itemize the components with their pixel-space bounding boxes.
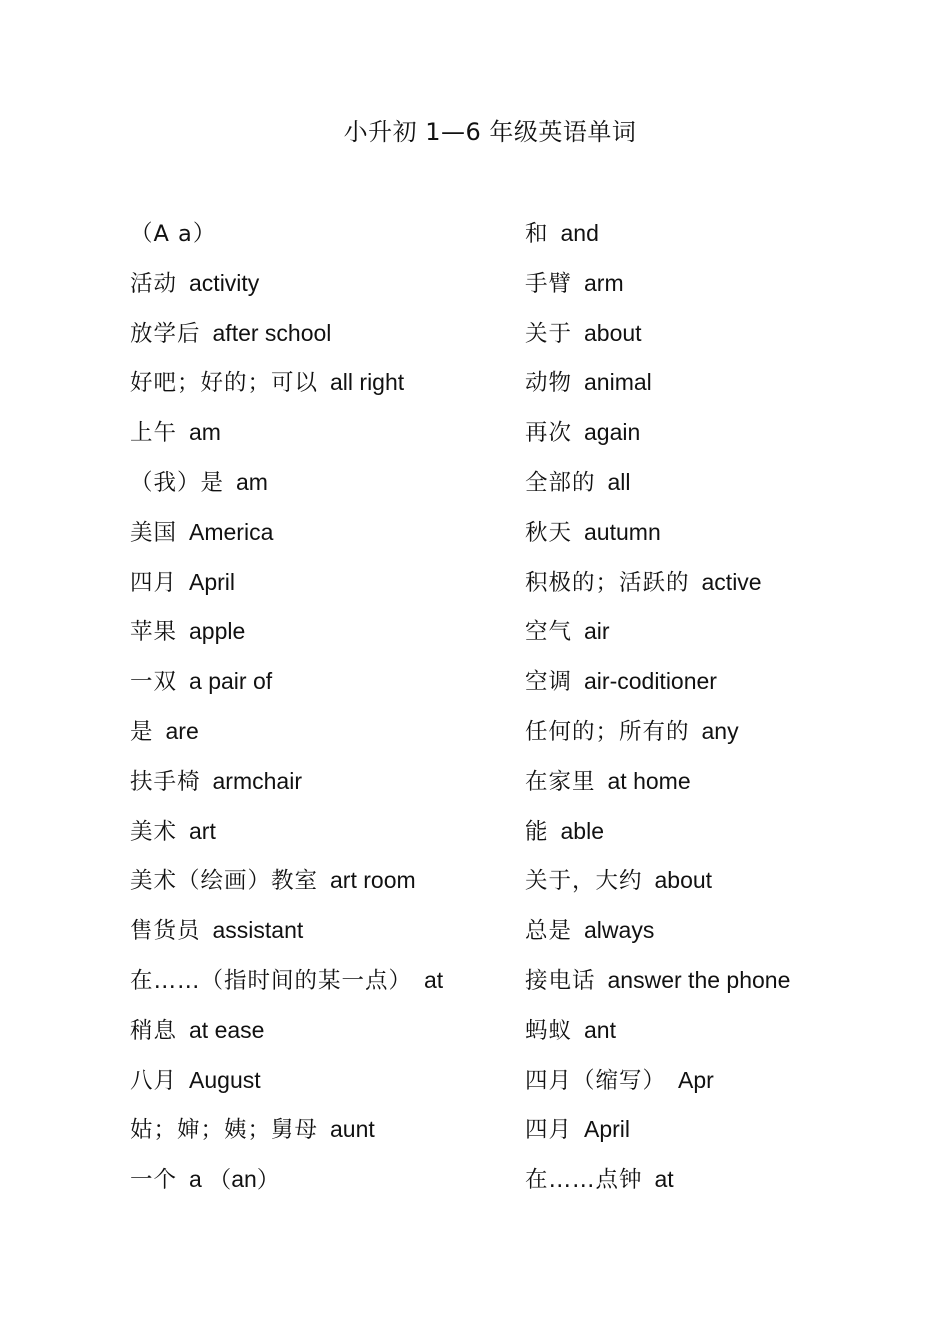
vocab-entry xyxy=(130,463,500,513)
vocab-entry xyxy=(130,662,500,712)
english-term: apple xyxy=(189,618,246,645)
english-term: April xyxy=(189,568,236,595)
english-term: about xyxy=(654,867,713,894)
chinese-term: （A a） xyxy=(130,221,217,247)
english-term: all right xyxy=(330,369,405,396)
english-term: at home xyxy=(607,767,691,794)
english-term: America xyxy=(189,518,274,545)
vocab-entry xyxy=(525,911,935,961)
english-term: arm xyxy=(584,269,624,296)
english-term: active xyxy=(701,568,762,595)
vocab-entry xyxy=(525,812,935,862)
vocab-entry xyxy=(130,712,500,762)
vocab-entry xyxy=(130,612,500,662)
english-term: air-coditioner xyxy=(584,668,717,695)
english-term: answer the phone xyxy=(607,966,791,993)
chinese-term: 在……（指时间的某一点） xyxy=(130,967,413,994)
english-term: at xyxy=(424,966,444,993)
vocab-column-left xyxy=(130,214,500,1210)
vocab-column-right xyxy=(525,214,935,1210)
vocab-entry xyxy=(525,662,935,712)
vocab-entry xyxy=(130,563,500,613)
chinese-term: 四月 xyxy=(130,569,178,596)
vocab-entry xyxy=(130,961,500,1011)
chinese-term: 扶手椅 xyxy=(130,768,201,795)
chinese-term: 能 xyxy=(525,818,549,845)
vocab-entry xyxy=(525,264,935,314)
chinese-term: 手臂 xyxy=(525,270,573,297)
english-term: able xyxy=(560,817,604,844)
vocab-entry xyxy=(525,1160,935,1210)
english-term: assistant xyxy=(212,917,304,944)
vocab-entry xyxy=(525,612,935,662)
chinese-term: 四月（缩写） xyxy=(525,1067,667,1094)
vocab-entry xyxy=(525,413,935,463)
chinese-term: 一个 xyxy=(130,1167,178,1194)
chinese-term: 一双 xyxy=(130,669,178,696)
english-term: autumn xyxy=(584,518,661,545)
vocab-entry xyxy=(130,1110,500,1160)
vocab-entry xyxy=(525,513,935,563)
chinese-term: 动物 xyxy=(525,370,573,397)
vocab-entry xyxy=(525,712,935,762)
vocab-entry xyxy=(130,214,500,264)
vocab-entry xyxy=(525,314,935,364)
vocab-entry xyxy=(130,812,500,862)
english-term: armchair xyxy=(212,767,302,794)
vocab-entry xyxy=(130,1160,500,1210)
vocab-entry xyxy=(525,1110,935,1160)
english-term: art xyxy=(189,817,216,844)
chinese-term: 总是 xyxy=(525,918,573,945)
chinese-term: 四月 xyxy=(525,1117,573,1144)
english-term: a pair of xyxy=(189,668,273,695)
vocab-entry xyxy=(525,961,935,1011)
vocab-entry xyxy=(525,563,935,613)
english-term: after school xyxy=(212,319,332,346)
chinese-term: 和 xyxy=(525,221,549,247)
vocab-entry xyxy=(525,1011,935,1061)
chinese-term: 八月 xyxy=(130,1067,178,1094)
english-term: April xyxy=(584,1116,631,1143)
chinese-term: 美国 xyxy=(130,519,178,546)
english-term: activity xyxy=(189,269,260,296)
vocab-entry xyxy=(525,463,935,513)
english-term: always xyxy=(584,917,655,944)
chinese-term: 放学后 xyxy=(130,320,201,347)
english-term: again xyxy=(584,419,641,446)
chinese-term: 再次 xyxy=(525,420,573,447)
english-term: are xyxy=(165,717,199,744)
vocab-entry xyxy=(130,264,500,314)
english-term: at xyxy=(654,1166,674,1193)
chinese-term: 空调 xyxy=(525,669,573,696)
english-term: ant xyxy=(584,1016,616,1043)
chinese-term: 关于 xyxy=(525,320,573,347)
chinese-term: 稍息 xyxy=(130,1017,178,1044)
english-term: about xyxy=(584,319,642,346)
english-term: Apr xyxy=(678,1066,714,1093)
vocab-entry xyxy=(525,1061,935,1111)
vocab-entry xyxy=(130,363,500,413)
english-term: aunt xyxy=(330,1116,375,1143)
chinese-term: 关于，大约 xyxy=(525,868,643,895)
chinese-term: 售货员 xyxy=(130,918,201,945)
chinese-term: 积极的；活跃的 xyxy=(525,569,690,596)
english-term: air xyxy=(584,618,610,645)
english-term: am xyxy=(236,468,268,495)
vocab-entry xyxy=(130,911,500,961)
chinese-term: 蚂蚁 xyxy=(525,1017,573,1044)
vocab-entry xyxy=(130,413,500,463)
chinese-term: 苹果 xyxy=(130,619,178,646)
vocab-entry xyxy=(525,762,935,812)
english-term: any xyxy=(701,717,739,744)
chinese-term: 接电话 xyxy=(525,967,596,994)
english-term: and xyxy=(560,220,599,246)
chinese-term: 空气 xyxy=(525,619,573,646)
english-term: art room xyxy=(330,867,416,894)
english-term: at ease xyxy=(189,1016,265,1043)
vocab-entry xyxy=(130,1061,500,1111)
chinese-term: 美术（绘画）教室 xyxy=(130,868,319,895)
vocab-entry xyxy=(130,1011,500,1061)
vocab-entry xyxy=(525,861,935,911)
vocab-entry xyxy=(130,513,500,563)
vocab-entry xyxy=(525,214,935,264)
english-term: am xyxy=(189,419,221,446)
chinese-term: 任何的；所有的 xyxy=(525,718,690,745)
chinese-term: 姑；婶；姨；舅母 xyxy=(130,1117,319,1144)
english-term: a （an） xyxy=(189,1166,280,1193)
chinese-term: 好吧；好的；可以 xyxy=(130,370,319,397)
chinese-term: 活动 xyxy=(130,270,178,297)
page-title: 小升初 1—6 年级英语单词 xyxy=(343,118,637,146)
vocab-entry xyxy=(130,762,500,812)
english-term: animal xyxy=(584,369,652,396)
english-term: all xyxy=(607,468,631,495)
english-term: August xyxy=(189,1066,261,1093)
chinese-term: 在家里 xyxy=(525,768,596,795)
chinese-term: 全部的 xyxy=(525,469,596,496)
chinese-term: 美术 xyxy=(130,818,178,845)
chinese-term: （我）是 xyxy=(130,469,225,496)
vocab-entry xyxy=(525,363,935,413)
vocab-entry xyxy=(130,861,500,911)
chinese-term: 是 xyxy=(130,718,154,745)
chinese-term: 秋天 xyxy=(525,519,573,546)
vocab-entry xyxy=(130,314,500,364)
chinese-term: 在……点钟 xyxy=(525,1167,643,1194)
chinese-term: 上午 xyxy=(130,420,178,447)
